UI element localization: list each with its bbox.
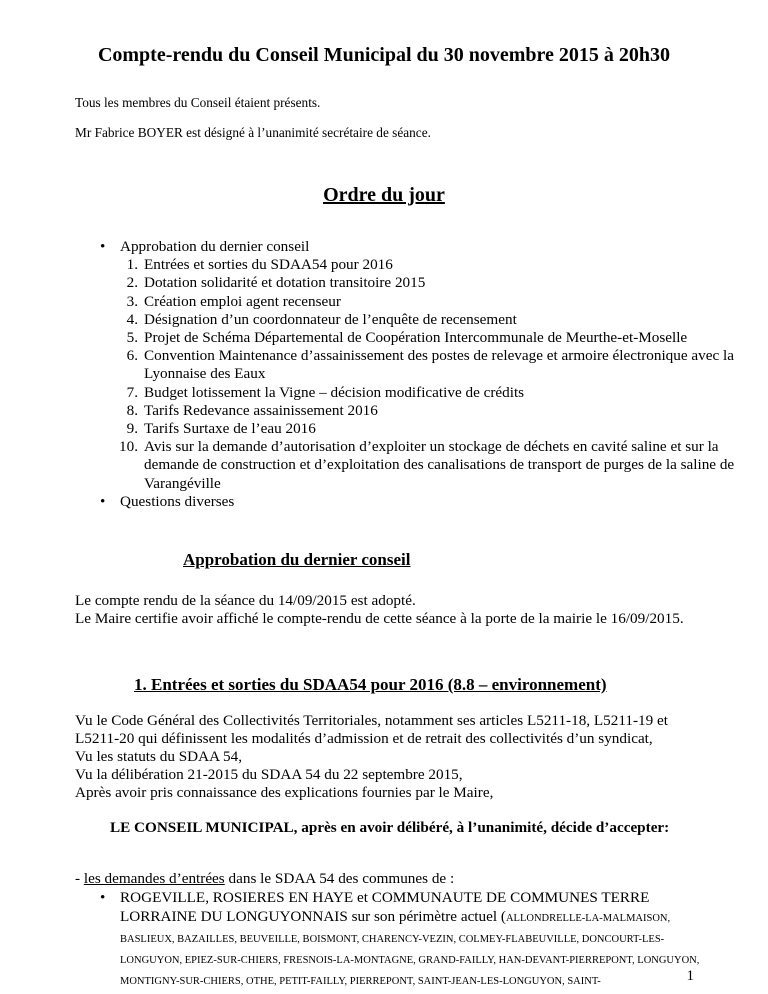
agenda-item: 9. Tarifs Surtaxe de l’eau 2016 bbox=[126, 420, 316, 438]
approbation-heading: Approbation du dernier conseil bbox=[183, 550, 411, 569]
agenda-item: 6. Convention Maintenance d’assainissement des postes de relevage et armoire électronique avec la Lyonnaise des Eaux bbox=[126, 347, 734, 383]
agenda-item: 8. Tarifs Redevance assainissement 2016 bbox=[126, 401, 378, 419]
demandes-label: les demandes d’entrées bbox=[83, 870, 225, 887]
communes-line-1: ROGEVILLE, ROSIERES EN HAYE et COMMUNAUTE DE COMMUNES TERRE bbox=[120, 889, 650, 906]
agenda-item: 5. Projet de Schéma Départemental de Coopération Intercommunale de Meurthe-et-Moselle bbox=[126, 329, 688, 347]
page-title: Compte-rendu du Conseil Municipal du 30 novembre 2015 à 20h30 bbox=[97, 44, 671, 66]
vu-line-3: Vu la délibération 21-2015 du SDAA 54 du 22 septembre 2015, bbox=[75, 766, 463, 783]
agenda-item: 7. Budget lotissement la Vigne – décision modificative de crédits bbox=[126, 383, 525, 401]
communes-small-list: ALLONDRELLE-LA-MALMAISON, BASLIEUX, BAZAILLES, BEUVEILLE, BOISMONT, CHARENCY-VEZIN, COLMEY-FLABEUVILLE, DONCOURT-LES-LONGUYON, EPIEZ-SUR-CHIERS, FRESNOIS-LA-MONTAGNE, GRAND-FAILLY, HAN-DEVANT-PIERREPONT, LONGUYON, MONTIGNY-SUR-CHIERS, OTHE, PETIT-FAILLY, PIERREPONT, SAINT-JEAN-LES-LONGUYON, SAINT- bbox=[120, 913, 700, 987]
agenda-numbered-list bbox=[100, 256, 754, 493]
vu-line-1b: L5211-20 qui définissent les modalités d’admission et de retrait des collectivités d’un syndicat, bbox=[75, 730, 653, 747]
agenda-last-item: • Questions diverses bbox=[100, 493, 754, 511]
demandes-line: - les demandes d’entrées dans le SDAA 54 des communes de : bbox=[75, 870, 455, 887]
agenda-item: 4. Désignation d’un coordonnateur de l’enquête de recensement bbox=[126, 310, 517, 328]
approbation-line-2: Le Maire certifie avoir affiché le compte-rendu de cette séance à la porte de la mairie le 16/09/2015. bbox=[75, 610, 684, 627]
agenda-item: 10. Avis sur la demande d’autorisation d’exploiter un stockage de déchets en cavité saline et sur la demande de construction et d’exploitation des canalisations de transport de purges de la saline de Varangéville bbox=[119, 438, 735, 492]
approbation-line-1: Le compte rendu de la séance du 14/09/2015 est adopté. bbox=[75, 592, 416, 609]
vu-line-4: Après avoir pris connaissance des explications fournies par le Maire, bbox=[75, 784, 494, 801]
communes-bullet: • ROGEVILLE, ROSIERES EN HAYE et COMMUNAUTE DE COMMUNES TERRE LORRAINE DU LONGUYONNAIS sur son périmètre actuel (ALLONDRELLE-LA-MALMAISON, BASLIEUX, BAZAILLES, BEUVEILLE, BOISMONT, CHARENCY-VEZIN, COLMEY-FLABEUVILLE, DONCOURT-LES-LONGUYON, EPIEZ-SUR-CHIERS, FRESNOIS-LA-MONTAGNE, GRAND-FAILLY, HAN-DEVANT-PIERREPONT, LONGUYON, MONTIGNY-SUR-CHIERS, OTHE, PETIT-FAILLY, PIERREPONT, SAINT-JEAN-LES-LONGUYON, SAINT- bbox=[100, 889, 700, 987]
vu-line-2: Vu les statuts du SDAA 54, bbox=[75, 748, 243, 765]
agenda-list bbox=[100, 238, 754, 511]
secretary-line: Mr Fabrice BOYER est désigné à l’unanimité secrétaire de séance. bbox=[75, 125, 431, 140]
section-1-heading: 1. Entrées et sorties du SDAA54 pour 2016 (8.8 – environnement) bbox=[134, 675, 607, 694]
agenda-item: 1. Entrées et sorties du SDAA54 pour 2016 bbox=[126, 256, 393, 274]
presence-line: Tous les membres du Conseil étaient présents. bbox=[75, 95, 321, 110]
agenda-item: 2. Dotation solidarité et dotation transitoire 2015 bbox=[126, 274, 426, 292]
agenda-item: 3. Création emploi agent recenseur bbox=[126, 292, 341, 310]
communes-line-2: LORRAINE DU LONGUYONNAIS sur son périmètre actuel ( bbox=[120, 908, 506, 925]
agenda-heading: Ordre du jour bbox=[323, 184, 445, 206]
vu-line-1: Vu le Code Général des Collectivités Territoriales, notamment ses articles L5211-18, L5211-19 et bbox=[75, 712, 668, 729]
agenda-first-item: • Approbation du dernier conseil bbox=[100, 238, 754, 256]
page-number: 1 bbox=[686, 968, 694, 984]
decision-paragraph: LE CONSEIL MUNICIPAL, après en avoir délibéré, à l’unanimité, décide d’accepter: bbox=[110, 819, 670, 836]
